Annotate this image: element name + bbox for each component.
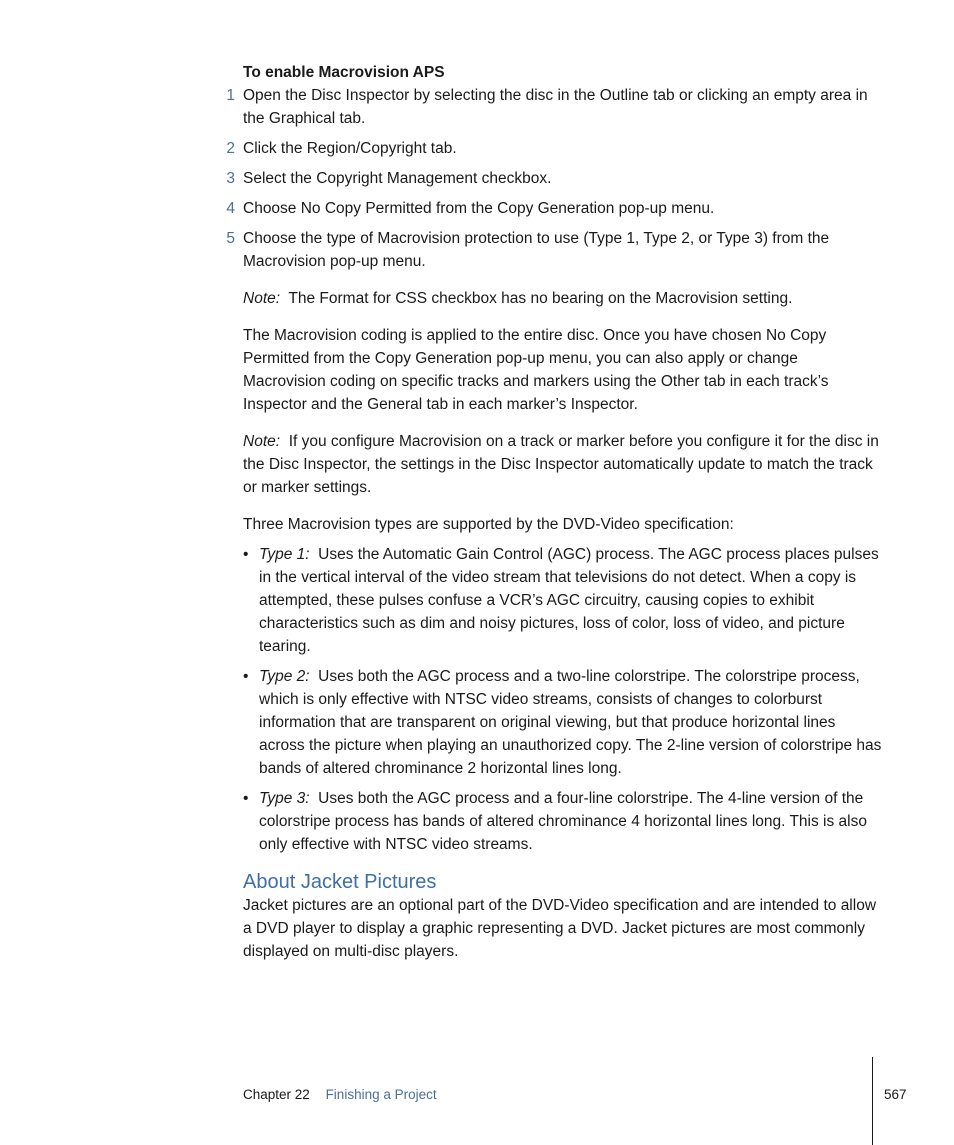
step-item: [226, 227, 883, 273]
step-item: [226, 167, 883, 190]
type-label: Type 2:: [259, 668, 310, 685]
step-text: Choose the type of Macrovision protection to use (Type 1, Type 2, or Type 3) from the Macrovision pop-up menu.: [243, 230, 830, 270]
step-text: Choose No Copy Permitted from the Copy Generation pop-up menu.: [243, 200, 715, 217]
section-heading: About Jacket Pictures: [243, 871, 437, 893]
procedure-title: To enable Macrovision APS: [243, 64, 445, 81]
step-text: Click the Region/Copyright tab.: [243, 140, 457, 157]
type-label: Type 1:: [259, 546, 310, 563]
page-content: [226, 61, 883, 977]
page-footer: [243, 1086, 437, 1104]
footer-divider: [872, 1057, 873, 1145]
step-item: [226, 197, 883, 220]
note-label: Note:: [243, 433, 281, 450]
note-label: Note:: [243, 290, 281, 307]
body-paragraph: Three Macrovision types are supported by the DVD-Video specification:: [243, 516, 734, 533]
type-item: [243, 665, 883, 780]
procedure-steps: [226, 84, 883, 273]
step-number: 5: [226, 230, 235, 247]
type-text: Uses both the AGC process and a four-line colorstripe. The 4-line version of the colorstripe process has bands of altered chrominance 4 horizontal lines long. This is also only effective with NTSC video streams.: [259, 790, 867, 853]
type-text: Uses the Automatic Gain Control (AGC) process. The AGC process places pulses in the vertical interval of the video stream that televisions do not detect. When a copy is attempted, these pulses confuse a VCR’s AGC circuitry, causing copies to exhibit characteristics such as dim and noisy pictures, loss of color, loss of video, and picture tearing.: [259, 546, 879, 655]
step-text: Open the Disc Inspector by selecting the disc in the Outline tab or clicking an empty area in the Graphical tab.: [243, 87, 868, 127]
step-item: [226, 84, 883, 130]
bullet: •: [243, 668, 249, 685]
step-number: 1: [226, 87, 235, 104]
footer-chapter-title: Finishing a Project: [325, 1087, 437, 1102]
footer-chapter: Chapter 22: [243, 1087, 310, 1102]
step-number: 2: [226, 140, 235, 157]
bullet: •: [243, 546, 249, 563]
note-paragraph: [243, 287, 883, 310]
section-body: Jacket pictures are an optional part of the DVD-Video specification and are intended to allow a DVD player to display a graphic representing a DVD. Jacket pictures are most commonly displayed on multi-disc players.: [243, 897, 877, 960]
type-item: [243, 543, 883, 658]
step-item: [226, 137, 883, 160]
macrovision-types-list: [243, 543, 883, 856]
step-number: 3: [226, 170, 235, 187]
bullet: •: [243, 790, 249, 807]
note-text: If you configure Macrovision on a track or marker before you configure it for the disc in the Disc Inspector, the settings in the Disc Inspector automatically update to match the track or marker settings.: [243, 433, 879, 496]
note-text: The Format for CSS checkbox has no bearing on the Macrovision setting.: [288, 290, 793, 307]
type-label: Type 3:: [259, 790, 310, 807]
step-number: 4: [226, 200, 235, 217]
type-text: Uses both the AGC process and a two-line colorstripe. The colorstripe process, which is only effective with NTSC video streams, consists of changes to colorburst information that are transparent on original viewing, but that produce horizontal lines across the picture when playing an unauthorized copy. The 2-line version of colorstripe has bands of altered chrominance 2 horizontal lines long.: [259, 668, 882, 777]
note-paragraph: [243, 430, 883, 499]
body-paragraph: The Macrovision coding is applied to the entire disc. Once you have chosen No Copy Permitted from the Copy Generation pop-up menu, you can also apply or change Macrovision coding on specific tracks and markers using the Other tab in each track’s Inspector and the General tab in each marker’s Inspector.: [243, 327, 829, 413]
step-text: Select the Copyright Management checkbox.: [243, 170, 552, 187]
page-number: 567: [884, 1087, 907, 1102]
type-item: [243, 787, 883, 856]
